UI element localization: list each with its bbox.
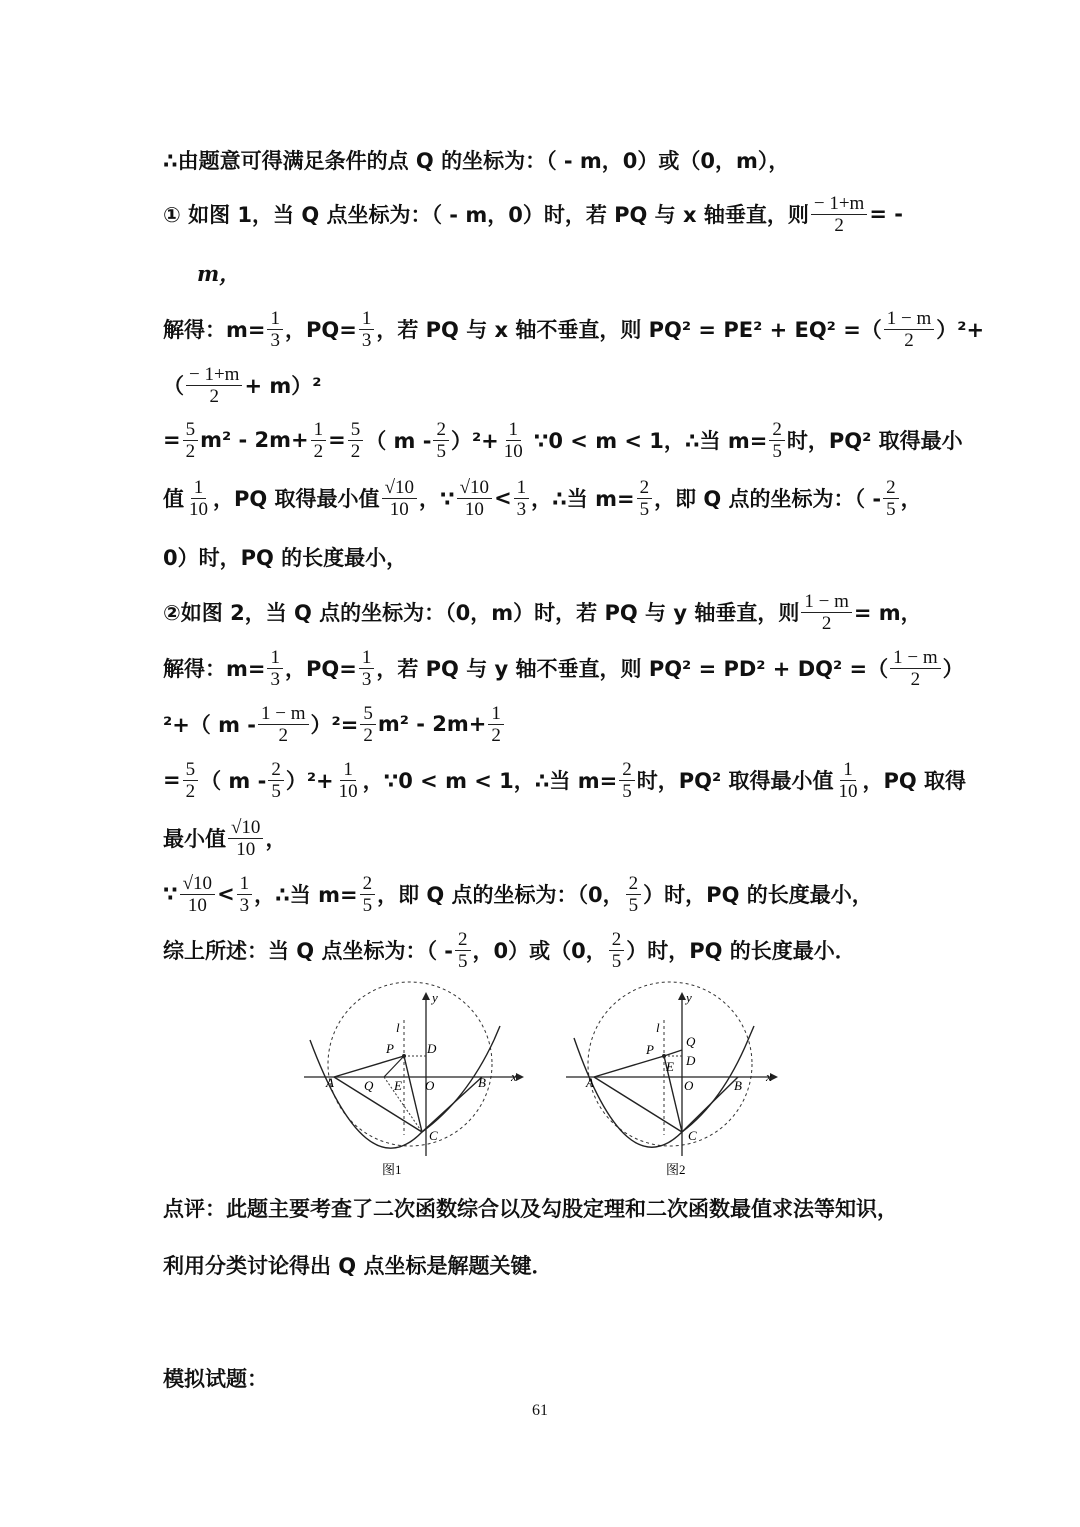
line-11 bbox=[163, 692, 506, 756]
fraction: 1 10 bbox=[838, 758, 858, 802]
fraction: $\frac{5}{2}$ bbox=[183, 419, 199, 462]
text: ∵0 < m < 1，∴当 m= bbox=[533, 429, 768, 453]
text: ²+（ m - bbox=[163, 713, 257, 737]
label-P: P bbox=[386, 1041, 394, 1056]
text: ，PQ 取得 bbox=[862, 769, 967, 793]
fraction: 1 − m 2 bbox=[884, 308, 935, 351]
parabola-branch bbox=[748, 1026, 754, 1040]
fraction: √10 10 bbox=[180, 873, 215, 916]
text: < bbox=[494, 486, 512, 510]
fraction: $\frac{- 1+m}{2}$ bbox=[811, 193, 867, 236]
line-2 bbox=[163, 182, 903, 246]
fraction: 1 10 bbox=[189, 476, 208, 520]
y-arrow bbox=[422, 992, 430, 1000]
label-C: C bbox=[688, 1128, 697, 1143]
line-9 bbox=[163, 580, 922, 644]
text: = bbox=[328, 428, 346, 452]
fraction: 1 3 bbox=[237, 873, 253, 916]
label-B: B bbox=[734, 1078, 742, 1093]
point-P bbox=[402, 1054, 406, 1058]
text: ） bbox=[942, 657, 964, 681]
fraction: $\frac{2}{5}$ bbox=[619, 759, 635, 802]
fraction: $\frac{2}{5}$ bbox=[769, 419, 785, 462]
label-E: E bbox=[666, 1059, 674, 1074]
point-P bbox=[662, 1054, 666, 1058]
label-P: P bbox=[646, 1042, 654, 1057]
fraction: − 1+m 2 bbox=[186, 364, 242, 407]
line-17 bbox=[163, 1233, 552, 1297]
text: = - bbox=[869, 202, 903, 226]
label-D: D bbox=[686, 1053, 696, 1068]
dotted-QC bbox=[384, 1077, 422, 1132]
line-AP bbox=[594, 1056, 664, 1077]
fraction: $\frac{1 - m}{2}$ bbox=[801, 591, 852, 634]
text: 综上所述：当 Q 点坐标为：（ - bbox=[163, 939, 453, 963]
label-x: x bbox=[766, 1069, 772, 1084]
line-13 bbox=[163, 806, 286, 870]
text: ，即 Q 点的坐标为：（ - bbox=[654, 487, 882, 511]
text: （ bbox=[163, 374, 184, 398]
fraction: $\frac{2}{5}$ bbox=[637, 477, 653, 520]
text: （ m - bbox=[365, 429, 432, 453]
fraction: $\frac{1}{10}$ bbox=[338, 758, 358, 802]
fraction: 2 5 bbox=[268, 759, 284, 802]
text: 最小值 bbox=[163, 827, 226, 851]
label-l: l bbox=[396, 1020, 400, 1035]
fraction: √10 10 bbox=[457, 477, 492, 520]
text: ∵ bbox=[163, 882, 178, 906]
label-A: A bbox=[326, 1075, 334, 1090]
line-12 bbox=[163, 748, 966, 812]
text: 值 bbox=[163, 487, 184, 511]
text: ）²+ bbox=[285, 769, 334, 793]
label-l: l bbox=[656, 1020, 660, 1035]
text: ）时，PQ 的长度最小． bbox=[626, 939, 856, 963]
text: 模拟试题： bbox=[163, 1367, 268, 1391]
text: ，PQ= bbox=[284, 318, 357, 342]
fraction: 2 5 bbox=[609, 929, 625, 972]
text: 0）时，PQ 的长度最小， bbox=[163, 546, 408, 570]
figure-2 bbox=[560, 980, 790, 1180]
text: 时，PQ² 取得最小值 bbox=[636, 769, 834, 793]
label-y: y bbox=[686, 990, 692, 1005]
text: （ m - bbox=[200, 769, 267, 793]
text: 解得：m= bbox=[163, 318, 266, 342]
text: = bbox=[163, 428, 181, 452]
line-3 bbox=[197, 241, 240, 305]
text: ，0）或（0， bbox=[472, 939, 607, 963]
line-14 bbox=[163, 862, 873, 926]
line-16 bbox=[163, 1176, 898, 1240]
fraction: 1 − m 2 bbox=[258, 703, 309, 746]
text: ，∵ bbox=[419, 487, 455, 511]
x-arrow bbox=[516, 1073, 524, 1081]
text: m， bbox=[197, 261, 241, 286]
label-D: D bbox=[427, 1041, 437, 1056]
text: ）²= bbox=[310, 713, 359, 737]
fraction: $\frac{1}{3}$ bbox=[267, 647, 283, 690]
fraction: $\frac{5}{2}$ bbox=[183, 759, 199, 802]
fraction: √10 10 bbox=[228, 817, 263, 860]
label-Q: Q bbox=[686, 1034, 696, 1049]
label-Q: Q bbox=[364, 1078, 374, 1093]
text: ， bbox=[265, 827, 287, 851]
caption: 图1 bbox=[382, 1162, 402, 1177]
text: ，若 PQ 与 y 轴不垂直，则 PQ² = PD² + DQ² =（ bbox=[376, 657, 889, 681]
text: ）时，PQ 的长度最小， bbox=[643, 883, 873, 907]
line-PQ bbox=[664, 1050, 682, 1056]
fraction: 2 5 bbox=[433, 419, 449, 462]
line-AC bbox=[594, 1077, 682, 1132]
text: ，∵0 < m < 1，∴当 m= bbox=[362, 769, 618, 793]
text: ，若 PQ 与 x 轴不垂直，则 PQ² = PE² + EQ² =（ bbox=[376, 318, 882, 342]
fraction: $\frac{2}{5}$ bbox=[360, 873, 376, 916]
fraction: 2 5 bbox=[626, 873, 642, 916]
parabola-branch bbox=[494, 1026, 500, 1040]
text: ， bbox=[900, 487, 922, 511]
text: ① 如图 1，当 Q 点坐标为：（ - m，0）时，若 PQ 与 x 轴垂直，则 bbox=[163, 203, 809, 227]
line-7 bbox=[163, 466, 922, 530]
label-O: O bbox=[425, 1078, 435, 1093]
fraction: $\frac{1}{2}$ bbox=[488, 703, 504, 746]
text: ②如图 2，当 Q 点的坐标为：（0，m）时，若 PQ 与 y 轴垂直，则 bbox=[163, 601, 800, 625]
line-15 bbox=[163, 918, 856, 982]
fraction: $\frac{1}{2}$ bbox=[311, 419, 327, 462]
text: m² - 2m+ bbox=[200, 428, 309, 452]
text: m² - 2m+ bbox=[377, 712, 487, 736]
text: ）²+ bbox=[936, 318, 985, 342]
label-C: C bbox=[429, 1128, 438, 1143]
fraction: 2 5 bbox=[883, 477, 899, 520]
label-O: O bbox=[684, 1078, 694, 1093]
fraction: $\frac{1}{3}$ bbox=[267, 308, 283, 351]
fraction: $\frac{5}{2}$ bbox=[348, 419, 364, 462]
page-number: 61 bbox=[532, 1402, 548, 1419]
line-4 bbox=[163, 297, 984, 361]
fraction: $\frac{1}{10}$ bbox=[503, 418, 523, 462]
line-10 bbox=[163, 636, 964, 700]
text: = m， bbox=[853, 601, 922, 625]
y-arrow bbox=[678, 992, 686, 1000]
text: 利用分类讨论得出 Q 点坐标是解题关键． bbox=[163, 1254, 553, 1278]
section-heading bbox=[163, 1346, 268, 1410]
text: ，∴当 m= bbox=[254, 883, 358, 907]
text: ，PQ= bbox=[284, 657, 357, 681]
line-AC bbox=[334, 1077, 422, 1132]
caption: 图2 bbox=[666, 1162, 686, 1177]
text: ）²+ bbox=[450, 429, 499, 453]
fraction: $\frac{5}{2}$ bbox=[360, 703, 376, 746]
text: 时，PQ² 取得最小 bbox=[786, 429, 963, 453]
text: ，即 Q 点的坐标为：（0， bbox=[377, 883, 624, 907]
text: ，∴当 m= bbox=[531, 487, 635, 511]
text: ∴由题意可得满足条件的点 Q 的坐标为：（ - m，0）或（0，m）， bbox=[163, 149, 790, 173]
fraction: 2 5 bbox=[455, 929, 471, 972]
text: ，PQ 取得最小值 bbox=[213, 487, 380, 511]
label-A: A bbox=[586, 1075, 594, 1090]
figure-1 bbox=[298, 980, 528, 1180]
line-6 bbox=[163, 408, 963, 472]
fraction: 1 3 bbox=[514, 477, 530, 520]
label-B: B bbox=[478, 1075, 486, 1090]
text: + m）² bbox=[244, 374, 322, 398]
fraction: √10 10 bbox=[382, 477, 417, 520]
line-PC bbox=[404, 1056, 422, 1132]
text: 点评：此题主要考查了二次函数综合以及勾股定理和二次函数最值求法等知识， bbox=[163, 1197, 898, 1221]
fraction: 1 − m 2 bbox=[890, 647, 941, 690]
fraction: $\frac{1}{3}$ bbox=[359, 647, 375, 690]
text: < bbox=[217, 882, 235, 906]
fraction: $\frac{1}{3}$ bbox=[359, 308, 375, 351]
label-y: y bbox=[432, 990, 438, 1005]
label-E: E bbox=[394, 1078, 402, 1093]
label-x: x bbox=[511, 1069, 517, 1084]
dashed-circle bbox=[328, 982, 492, 1146]
text: 解得：m= bbox=[163, 657, 266, 681]
text: = bbox=[163, 768, 181, 792]
